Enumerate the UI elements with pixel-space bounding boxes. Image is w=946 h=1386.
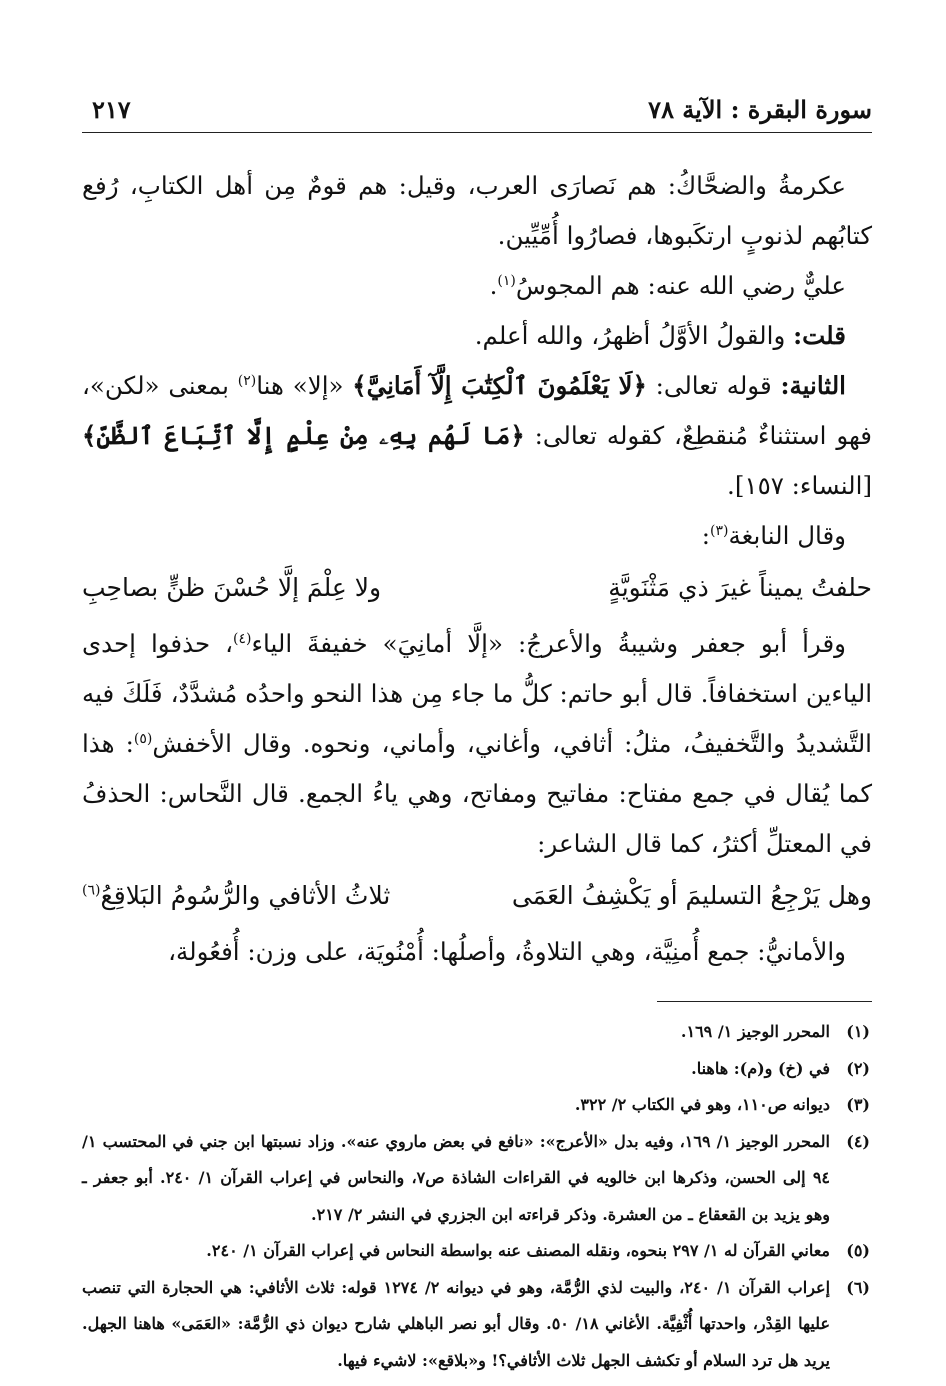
footnotes bbox=[82, 1014, 872, 1379]
paragraph-2-end: . bbox=[489, 271, 498, 300]
footnote-text: معاني القرآن له ١/ ٢٩٧ بنحوه، ونقله المصنف عنه بواسطة النحاس في إعراب القرآن ١/ ٢٤٠. bbox=[206, 1241, 830, 1260]
quran-quote-2: ﴿مَا لَهُم بِهِۦ مِنْ عِلْمٍ إِلَّا ٱتِّبَاعَ ٱلظَّنِّ﴾ bbox=[82, 421, 525, 450]
footnote-number: (٣) bbox=[846, 1095, 870, 1114]
footnote-number: (٢) bbox=[846, 1058, 870, 1078]
footnote-text: إعراب القرآن ١/ ٢٤٠، والبيت لذي الرُّمَّة، وهو في ديوانه ٢/ ١٢٧٤ قوله: ثلاث الأثافي: هي الحجارة التي تنصب عليها القِدْر، واحدتها أُثْفِيَّة. الأغاني ١٨/ ٥٠. وقال أبو نصر الباهلي شارح ديوان ذي الرُّمَّة: «العَمَى» هاهنا الجهل. يريد هل ترد السلام أو تكشف الجهل ثلاث الأثافي؟! و«بلاقع»: لاشيء فيها. bbox=[82, 1277, 831, 1370]
footnote-text: المحرر الوجيز ١/ ١٦٩. bbox=[680, 1022, 830, 1041]
footnote-ref-3[interactable]: (٣) bbox=[710, 522, 729, 539]
paragraph-2-text: عليٌّ رضي الله عنه: هم المجوسُ bbox=[515, 271, 846, 300]
running-title: سورة البقرة : الآية ٧٨ bbox=[648, 95, 872, 124]
paragraph-3-label: قلت: bbox=[793, 321, 846, 350]
paragraph-4-part-b: «إلا» هنا bbox=[256, 371, 353, 400]
paragraph-3-text: والقولُ الأوَّلُ أظهرُ، والله أعلم. bbox=[474, 321, 794, 350]
paragraph-1: عكرمةُ والضحَّاكُ: هم نَصارَى العرب، وقيل: هم قومٌ مِن أهل الكتابِ، رُفع كتابُهم لذنوبٍ ارتكَبوها، فصارُوا أُمِّيِّين. bbox=[82, 171, 872, 250]
paragraph-6-part-a: وقرأ أبو جعفر وشيبةُ والأعرجُ: «إلَّا أمانِيَ» خفيفةَ الياء bbox=[251, 629, 846, 658]
paragraph-4-part-a: قوله تعالى: bbox=[646, 371, 781, 400]
footnote-separator bbox=[657, 1001, 872, 1002]
verse-2-first-hemistich: وهل يَرْجِعُ التسليمَ أو يَكْشِفُ العَمَى bbox=[511, 881, 872, 910]
footnote-number: (٦) bbox=[846, 1277, 870, 1297]
paragraph-7: والأمانيُّ: جمع أُمنِيَّة، وهي التلاوةُ، وأصلُها: أُمْنُويَة، على وزن: أُفعُولة، bbox=[168, 937, 846, 966]
paragraph-4 bbox=[82, 361, 872, 511]
paragraph-4-label: الثانية: bbox=[780, 371, 846, 400]
verse-2 bbox=[82, 873, 872, 919]
footnote-number: (٤) bbox=[846, 1131, 870, 1151]
footnote bbox=[82, 1051, 872, 1088]
paragraph-5-text: وقال النابغة bbox=[728, 521, 846, 550]
paragraph-4-part-c: بمعنى «لكن»، فهو استثناءٌ مُنقطِعٌ، كقوله تعالى: bbox=[82, 371, 872, 450]
footnote bbox=[82, 1233, 872, 1270]
paragraph-4-part-d: [النساء: ١٥٧]. bbox=[727, 471, 872, 500]
verse-2-second-hemistich bbox=[82, 873, 390, 919]
verse-2-second-text: ثلاثُ الأثافي والرُّسُومُ البَلاقِعُ bbox=[100, 881, 391, 910]
verse-1 bbox=[82, 565, 872, 611]
footnote bbox=[82, 1087, 872, 1124]
main-text bbox=[82, 161, 872, 977]
paragraph-5 bbox=[82, 511, 872, 561]
footnote-ref-2[interactable]: (٢) bbox=[237, 372, 257, 389]
footnote-text: في (خ) و(م): هاهنا. bbox=[691, 1058, 830, 1078]
page bbox=[82, 84, 872, 1379]
footnote-text: ديوانه ص١١٠، وهو في الكتاب ٢/ ٣٢٢. bbox=[574, 1095, 830, 1114]
quran-quote-1: ﴿لَا يَعْلَمُونَ ٱلْكِتَٰبَ إِلَّآ أَمَانِيَّ﴾ bbox=[352, 371, 647, 400]
footnote-ref-4[interactable]: (٤) bbox=[233, 630, 252, 647]
footnote-number: (١) bbox=[846, 1022, 870, 1041]
paragraph-3 bbox=[82, 311, 872, 361]
page-number: ٢١٧ bbox=[92, 95, 131, 124]
footnote-ref-6[interactable]: (٦) bbox=[82, 882, 101, 899]
verse-1-second-hemistich: ولا عِلْمَ إلَّا حُسْنَ ظنٍّ بصاحِبِ bbox=[82, 573, 382, 602]
footnote bbox=[82, 1124, 872, 1234]
footnote-ref-5[interactable]: (٥) bbox=[133, 730, 153, 747]
paragraph-6-part-c: : هذا كما يُقال في جمع مفتاح: مفاتيح ومفاتح، وهي ياءُ الجمع. قال النَّحاس: الحذفُ في المعتلِّ أكثرُ، كما قال الشاعر: bbox=[82, 729, 872, 858]
paragraph-5-end: : bbox=[701, 521, 711, 550]
footnote-ref-1[interactable]: (١) bbox=[497, 272, 516, 289]
footnote-text: المحرر الوجيز ١/ ١٦٩، وفيه بدل «الأعرج»: «نافع في بعض ماروي عنه». وزاد نسبتها ابن جني في المحتسب ١/ ٩٤ إلى الحسن، وذكرها ابن خالويه في القراءات الشاذة ص٧، والنحاس في إعراب القرآن ١/ ٢٤٠. أبو جعفر ـ وهو يزيد بن القعقاع ـ من العشرة. وذكر قراءته ابن الجزري في النشر ٢/ ٢١٧. bbox=[82, 1131, 830, 1224]
paragraph-6 bbox=[82, 619, 872, 869]
footnote bbox=[82, 1270, 872, 1380]
verse-1-first-hemistich: حلفتُ يميناً غيرَ ذي مَثْنَويَّةٍ bbox=[608, 573, 872, 602]
running-header bbox=[82, 84, 872, 133]
footnote bbox=[82, 1014, 872, 1051]
paragraph-6-part-b: ، حذفوا إحدى الياءين استخفافاً. قال أبو حاتم: كلُّ ما جاء مِن هذا النحو واحدُه مُشدَّدٌ، فَلَكَ فيه التَّشديدُ والتَّخفيفُ، مثلُ: أثافي، وأغاني، وأماني، ونحوه. وقال الأخفش bbox=[82, 629, 872, 758]
paragraph-2 bbox=[82, 261, 872, 311]
footnote-number: (٥) bbox=[846, 1241, 870, 1260]
